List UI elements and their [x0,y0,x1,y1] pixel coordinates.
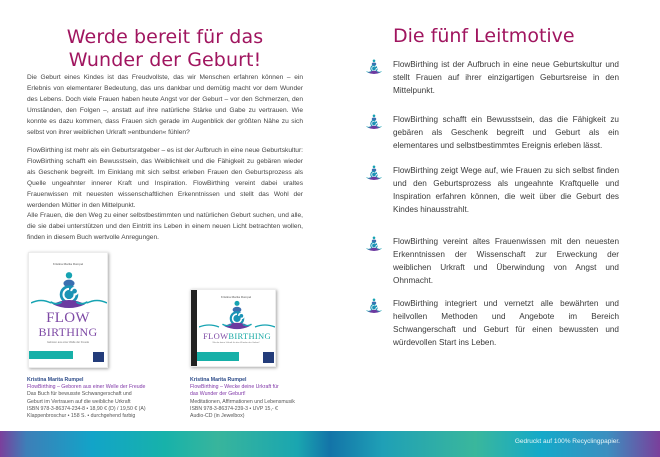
left-heading-line2: Wunder der Geburt! [68,49,262,71]
book-isbn: ISBN 978-3-86374-234-8 • 18,90 € (D) / 19,50 € (A) [27,405,146,412]
publisher-logo [263,352,274,363]
cd-title-flow: FLOW [203,331,229,341]
book-title: FlowBirthing – Geboren aus einer Welle der Freude [27,384,146,391]
cover-band [197,352,239,361]
intro-paragraph-2: FlowBirthing ist mehr als ein Geburtsratgeber – es ist der Aufbruch in eine neue Geburtskultur: FlowBirthing schafft ein Bewusstsein, das Weiblichkeit und die Fähigkeit zu gebären wieder als Geschenk begreift. Im Einklang mit sich selbst erleben Frauen den Geburtsprozess als Quelle ungeahnter innerer Kraft und Inspiration. FlowBirthing vereint dabei uraltes Frauenwissen mit neuesten wissenschaftlichen Erkenntnissen und stellt das Wohl der werdenden Mütter in den Mittelpunkt. [27,147,303,209]
cd-cover [190,289,276,367]
footer-recycling-note: Gedruckt auf 100% Recyclingpapier. [514,438,620,445]
cd-title-line1: FlowBirthing – Wecke deine Urkraft für [190,384,279,391]
intro-paragraph-1: Die Geburt eines Kindes ist das Freudvollste, das wir Menschen erfahren können – ein Erlebnis von elementarer Bedeutung, das uns dankbar und demütig macht vor dem Wunder des Lebens. Doch viele Frauen haben heute Angst vor der Geburt – vor den Schmerzen, den Umständen, den Folgen –, anstatt auf ihre natürliche Stärke und Gabe zu vertrauen. Wie konnte es dazu kommen, dass Frauen sich gerade im Augenblick der größten Nähe zu sich selbst von ihrer weiblichen Urkraft »entbunden« fühlen? [27,74,303,136]
book-author: Kristina Marita Rumpel [27,377,84,383]
cd-caption [190,377,340,420]
footer-gradient-band [0,431,660,457]
flowbirthing-figure-icon [366,114,382,131]
cd-isbn: ISBN 978-3-86374-239-3 • UVP 15,- € [190,405,278,412]
cover-subtitle: Wecke deine Urkraft für das Wunder der Geburt! [212,342,260,344]
motive-text: FlowBirthing vereint altes Frauenwissen mit den neuesten Erkenntnissen der Wissenschaft zur Erweckung der weiblichen Urkraft und Überwindung von Angst und Ohnmacht. [393,237,619,285]
right-heading: Die fünf Leitmotive [393,25,575,47]
cd-title [195,332,279,341]
book-detail: Geburt im Vertrauen auf die weibliche Urkraft [27,398,131,405]
flowbirthing-figure-icon [366,165,382,182]
flowbirthing-figure-icon [366,59,382,76]
motive-text: FlowBirthing ist der Aufbruch in eine neue Geburtskultur und stellt Frauen auf ihrer einzigartigen Geburtsreise in den Mittelpunkt. [393,60,619,95]
left-heading-line1: Werde bereit für das [66,26,264,48]
publisher-logo [93,352,104,362]
cd-detail: Meditationen, Affirmationen und Lebensmusik [190,398,295,405]
cd-title-line2: das Wunder der Geburt! [190,391,246,398]
left-heading [27,26,303,72]
cover-author: Kristina Marita Rumpel [220,295,252,299]
cd-title-birthing: BIRTHING [228,331,271,341]
book-cover [28,252,108,368]
cover-title-line2: BIRTHING [38,325,98,339]
cd-format: Audio-CD (in Jewelbox) [190,413,245,420]
wave-icon [199,322,275,330]
book-format: Klappenbroschur • 158 S. • durchgehend farbig [27,413,136,420]
book-caption [27,377,177,420]
motive-text: FlowBirthing schafft ein Bewusstsein, das die Fähigkeit zu gebären als Geschenk begreift und Geburt als ein elementares und selbstbestimmtes Ereignis erleben lässt. [393,115,619,150]
cover-title-line1: FLOW [46,310,90,326]
wave-icon [31,297,107,307]
book-detail: Das Buch für bewusste Schwangerschaft und [27,391,132,398]
flowbirthing-figure-icon [366,236,382,253]
cover-subtitle: Geboren aus einer Welle der Freude [46,341,90,344]
motive-text: FlowBirthing integriert und vernetzt alle bewährten und heilvollen Methoden und Angebote im Bereich Schwangerschaft und Geburt für einen bewussten und würdevollen Start ins Leben. [393,299,619,347]
cover-band [29,351,73,359]
intro-paragraph-3: Alle Frauen, die den Weg zu einer selbstbestimmten und natürlichen Geburt suchen, und alle, die sie dabei unterstützen und den Eintritt ins Leben in einem neuen Licht betrachten wollen, finden in diesem Buch wertvolle Anregungen. [27,212,303,241]
flowbirthing-figure-icon [366,298,382,315]
motive-text: FlowBirthing zeigt Wege auf, wie Frauen zu sich selbst finden und den Geburtsprozess als ungeahnte Kraftquelle und Inspiration erfahren können, die weit über die Geburt des Kindes hinausstrahlt. [393,166,619,214]
cover-author: Kristina Marita Rumpel [52,262,84,266]
cd-author: Kristina Marita Rumpel [190,377,247,383]
